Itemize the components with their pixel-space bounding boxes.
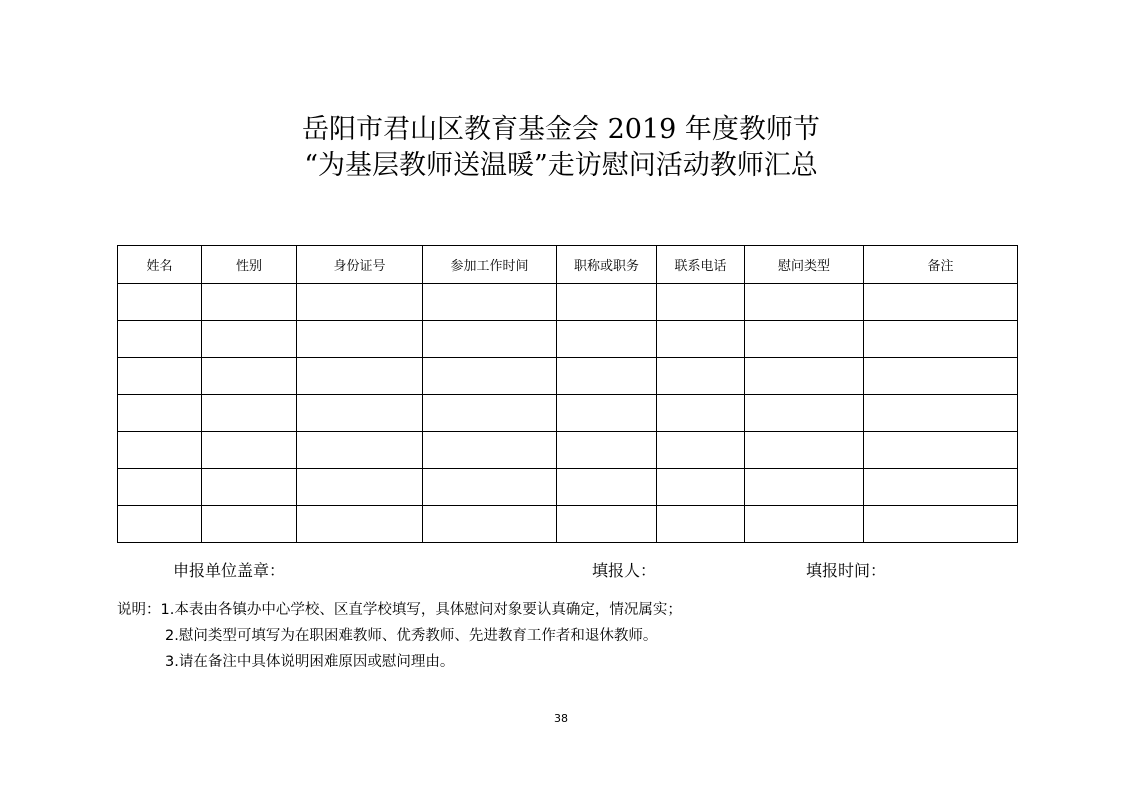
table-cell[interactable] bbox=[657, 432, 745, 469]
table-cell[interactable] bbox=[864, 395, 1018, 432]
table-row bbox=[118, 284, 1018, 321]
header-name: 姓名 bbox=[118, 246, 202, 284]
table-cell[interactable] bbox=[202, 469, 297, 506]
table-row bbox=[118, 432, 1018, 469]
table-cell[interactable] bbox=[423, 395, 557, 432]
table-cell[interactable] bbox=[118, 358, 202, 395]
table-row bbox=[118, 506, 1018, 543]
table-row bbox=[118, 395, 1018, 432]
table-cell[interactable] bbox=[202, 284, 297, 321]
table-cell[interactable] bbox=[557, 321, 657, 358]
table-cell[interactable] bbox=[423, 358, 557, 395]
table-cell[interactable] bbox=[557, 395, 657, 432]
table-cell[interactable] bbox=[423, 321, 557, 358]
table-cell[interactable] bbox=[864, 432, 1018, 469]
header-phone: 联系电话 bbox=[657, 246, 745, 284]
table-cell[interactable] bbox=[118, 506, 202, 543]
table-cell[interactable] bbox=[202, 506, 297, 543]
table-body bbox=[118, 284, 1018, 543]
note-line-1: 说明：1.本表由各镇办中心学校、区直学校填写，具体慰问对象要认真确定，情况属实； bbox=[117, 602, 682, 618]
table-cell[interactable] bbox=[657, 284, 745, 321]
header-remarks: 备注 bbox=[864, 246, 1018, 284]
table-cell[interactable] bbox=[745, 506, 864, 543]
table-cell[interactable] bbox=[745, 469, 864, 506]
table-cell[interactable] bbox=[557, 506, 657, 543]
fill-time-label: 填报时间： bbox=[806, 561, 887, 580]
header-condolence-type: 慰问类型 bbox=[745, 246, 864, 284]
table-cell[interactable] bbox=[118, 469, 202, 506]
teacher-summary-table bbox=[117, 245, 1018, 543]
table-cell[interactable] bbox=[202, 432, 297, 469]
table-cell[interactable] bbox=[118, 321, 202, 358]
table-cell[interactable] bbox=[864, 506, 1018, 543]
table-cell[interactable] bbox=[202, 358, 297, 395]
table-row bbox=[118, 469, 1018, 506]
table-cell[interactable] bbox=[118, 395, 202, 432]
table-cell[interactable] bbox=[297, 506, 423, 543]
header-work-start-time: 参加工作时间 bbox=[423, 246, 557, 284]
table-cell[interactable] bbox=[745, 395, 864, 432]
table-cell[interactable] bbox=[297, 395, 423, 432]
table-cell[interactable] bbox=[297, 284, 423, 321]
table-cell[interactable] bbox=[202, 321, 297, 358]
table-cell[interactable] bbox=[202, 395, 297, 432]
header-gender: 性别 bbox=[202, 246, 297, 284]
table-cell[interactable] bbox=[557, 469, 657, 506]
table-cell[interactable] bbox=[423, 284, 557, 321]
table-cell[interactable] bbox=[118, 284, 202, 321]
table-cell[interactable] bbox=[557, 358, 657, 395]
table-cell[interactable] bbox=[657, 358, 745, 395]
table-cell[interactable] bbox=[864, 284, 1018, 321]
table-cell[interactable] bbox=[657, 395, 745, 432]
table-row bbox=[118, 321, 1018, 358]
table-cell[interactable] bbox=[745, 284, 864, 321]
table-cell[interactable] bbox=[297, 432, 423, 469]
table-cell[interactable] bbox=[745, 358, 864, 395]
table-cell[interactable] bbox=[864, 469, 1018, 506]
table-cell[interactable] bbox=[297, 358, 423, 395]
page-number: 38 bbox=[554, 712, 568, 725]
table-cell[interactable] bbox=[297, 321, 423, 358]
table-cell[interactable] bbox=[657, 321, 745, 358]
table-cell[interactable] bbox=[118, 432, 202, 469]
filler-label: 填报人： bbox=[592, 561, 657, 580]
table-cell[interactable] bbox=[557, 284, 657, 321]
table-cell[interactable] bbox=[657, 506, 745, 543]
table-cell[interactable] bbox=[423, 469, 557, 506]
table-cell[interactable] bbox=[745, 321, 864, 358]
header-id-number: 身份证号 bbox=[297, 246, 423, 284]
unit-seal-label: 申报单位盖章： bbox=[173, 561, 286, 580]
note-line-2: 2.慰问类型可填写为在职困难教师、优秀教师、先进教育工作者和退休教师。 bbox=[165, 628, 658, 644]
table-cell[interactable] bbox=[657, 469, 745, 506]
document-title-line-1: 岳阳市君山区教育基金会 2019 年度教师节 bbox=[302, 114, 820, 145]
table-cell[interactable] bbox=[864, 321, 1018, 358]
notes-section bbox=[117, 597, 682, 675]
header-title-or-position: 职称或职务 bbox=[557, 246, 657, 284]
document-title-line-2: “为基层教师送温暖”走访慰问活动教师汇总 bbox=[304, 150, 818, 181]
table-header-row bbox=[118, 246, 1018, 284]
table-cell[interactable] bbox=[864, 358, 1018, 395]
table-cell[interactable] bbox=[423, 506, 557, 543]
table-cell[interactable] bbox=[423, 432, 557, 469]
table-cell[interactable] bbox=[745, 432, 864, 469]
table-cell[interactable] bbox=[297, 469, 423, 506]
table-row bbox=[118, 358, 1018, 395]
note-line-3: 3.请在备注中具体说明困难原因或慰问理由。 bbox=[165, 654, 455, 670]
table-cell[interactable] bbox=[557, 432, 657, 469]
